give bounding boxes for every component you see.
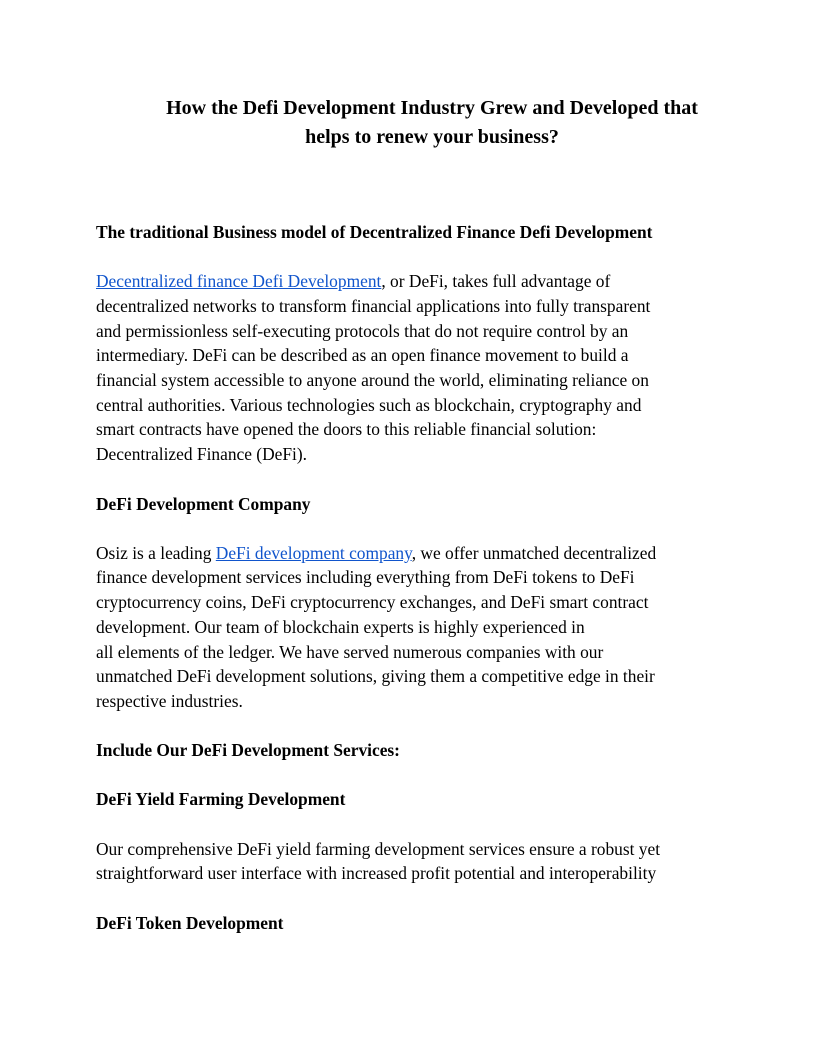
heading-token-development: DeFi Token Development xyxy=(96,912,284,933)
paragraph-line: straightforward user interface with increased profit potential and interoperability xyxy=(96,863,657,884)
paragraph-line: unmatched DeFi development solutions, giving them a competitive edge in their xyxy=(96,666,655,687)
paragraph-line: intermediary. DeFi can be described as an open finance movement to build a xyxy=(96,345,629,366)
spacer xyxy=(96,516,726,541)
spacer xyxy=(96,763,726,788)
paragraph-text: Osiz is a leading xyxy=(96,542,216,563)
paragraph-text: , or DeFi, takes full advantage of xyxy=(381,271,611,292)
paragraph-line: smart contracts have opened the doors to this reliable financial solution: xyxy=(96,419,597,440)
paragraph-line: finance development services including everything from DeFi tokens to DeFi xyxy=(96,567,635,588)
paragraph-line: all elements of the ledger. We have served numerous companies with our xyxy=(96,641,604,662)
spacer xyxy=(96,467,726,492)
paragraph-line: respective industries. xyxy=(96,690,243,711)
heading-traditional-business-model: The traditional Business model of Decentralized Finance Defi Development xyxy=(96,222,653,242)
spacer xyxy=(96,714,726,739)
paragraph-line: development. Our team of blockchain experts is highly experienced in xyxy=(96,616,585,637)
document-title xyxy=(120,94,744,151)
paragraph-line: Our comprehensive DeFi yield farming development services ensure a robust yet xyxy=(96,838,661,859)
document-title-line-2: helps to renew your business? xyxy=(305,125,559,148)
paragraph-line: cryptocurrency coins, DeFi cryptocurrency exchanges, and DeFi smart contract xyxy=(96,592,649,613)
spacer xyxy=(96,812,726,837)
spacer xyxy=(96,886,726,911)
heading-yield-farming: DeFi Yield Farming Development xyxy=(96,789,346,810)
document-body xyxy=(96,220,726,935)
paragraph-yield-farming xyxy=(96,837,726,886)
paragraph-traditional xyxy=(96,269,726,467)
link-defi-development-company[interactable]: DeFi development company xyxy=(215,542,412,563)
document-title-line-1: How the Defi Development Industry Grew and Developed that xyxy=(166,97,698,119)
paragraph-line: and permissionless self-executing protocols that do not require control by an xyxy=(96,320,629,341)
heading-defi-development-company: DeFi Development Company xyxy=(96,493,311,514)
paragraph-line: central authorities. Various technologies such as blockchain, cryptography and xyxy=(96,394,642,415)
link-decentralized-finance-defi-development[interactable]: Decentralized finance Defi Development xyxy=(96,271,382,292)
paragraph-line xyxy=(96,541,726,566)
paragraph-line: financial system accessible to anyone around the world, eliminating reliance on xyxy=(96,370,649,390)
spacer xyxy=(96,245,726,270)
paragraph-text: , we offer unmatched decentralized xyxy=(411,542,657,563)
heading-services: Include Our DeFi Development Services: xyxy=(96,740,400,761)
paragraph-line: Decentralized Finance (DeFi). xyxy=(96,444,308,465)
paragraph-line: decentralized networks to transform financial applications into fully transparent xyxy=(96,295,651,316)
paragraph-line xyxy=(96,269,726,294)
paragraph-company xyxy=(96,541,726,714)
